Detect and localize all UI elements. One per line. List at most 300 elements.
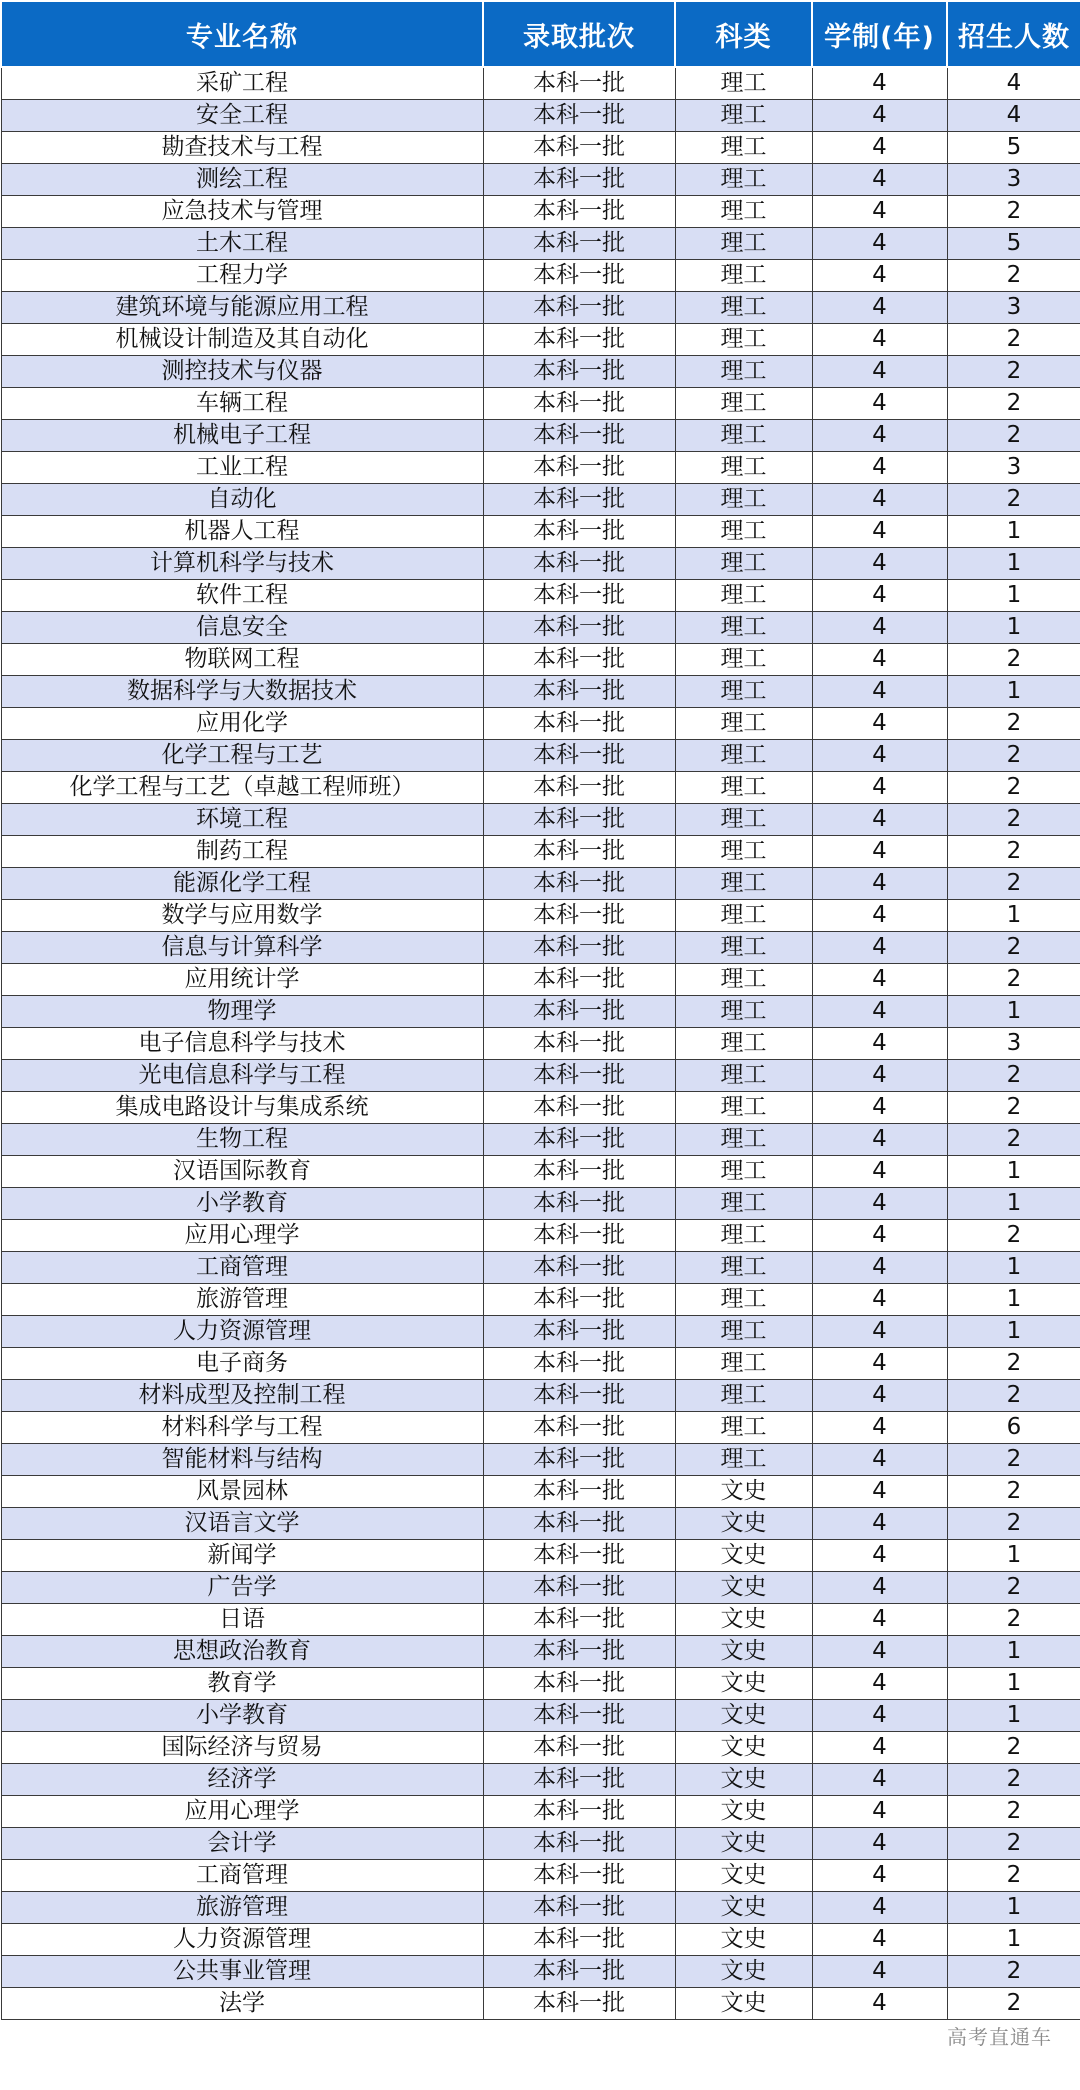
cell-duration-years: 4 — [812, 804, 947, 836]
cell-major-name: 材料科学与工程 — [1, 1412, 483, 1444]
cell-admission-batch: 本科一批 — [483, 548, 675, 580]
cell-subject-category: 理工 — [675, 580, 812, 612]
table-row — [1, 1988, 1080, 2020]
cell-duration-years: 4 — [812, 1668, 947, 1700]
cell-subject-category: 理工 — [675, 1252, 812, 1284]
cell-duration-years: 4 — [812, 1956, 947, 1988]
cell-subject-category: 理工 — [675, 676, 812, 708]
table-row — [1, 516, 1080, 548]
cell-duration-years: 4 — [812, 1508, 947, 1540]
cell-subject-category: 理工 — [675, 388, 812, 420]
cell-major-name: 光电信息科学与工程 — [1, 1060, 483, 1092]
table-row — [1, 1508, 1080, 1540]
table-row — [1, 228, 1080, 260]
cell-enrollment-count: 2 — [947, 1796, 1080, 1828]
table-row — [1, 708, 1080, 740]
cell-duration-years: 4 — [812, 580, 947, 612]
cell-admission-batch: 本科一批 — [483, 388, 675, 420]
cell-enrollment-count: 2 — [947, 868, 1080, 900]
cell-admission-batch: 本科一批 — [483, 1508, 675, 1540]
cell-admission-batch: 本科一批 — [483, 1348, 675, 1380]
table-row — [1, 964, 1080, 996]
cell-major-name: 新闻学 — [1, 1540, 483, 1572]
cell-admission-batch: 本科一批 — [483, 1124, 675, 1156]
cell-enrollment-count: 1 — [947, 900, 1080, 932]
cell-enrollment-count: 2 — [947, 324, 1080, 356]
cell-subject-category: 理工 — [675, 1412, 812, 1444]
cell-duration-years: 4 — [812, 1092, 947, 1124]
table-row — [1, 484, 1080, 516]
table-row — [1, 164, 1080, 196]
cell-subject-category: 文史 — [675, 1892, 812, 1924]
cell-duration-years: 4 — [812, 1220, 947, 1252]
cell-subject-category: 理工 — [675, 1188, 812, 1220]
table-row — [1, 1028, 1080, 1060]
cell-enrollment-count: 1 — [947, 1668, 1080, 1700]
cell-duration-years: 4 — [812, 1028, 947, 1060]
table-row — [1, 1700, 1080, 1732]
cell-major-name: 数学与应用数学 — [1, 900, 483, 932]
cell-duration-years: 4 — [812, 1252, 947, 1284]
table-row — [1, 1188, 1080, 1220]
cell-admission-batch: 本科一批 — [483, 1316, 675, 1348]
cell-subject-category: 理工 — [675, 804, 812, 836]
cell-admission-batch: 本科一批 — [483, 868, 675, 900]
cell-duration-years: 4 — [812, 1156, 947, 1188]
table-row — [1, 1668, 1080, 1700]
cell-subject-category: 理工 — [675, 836, 812, 868]
cell-enrollment-count: 2 — [947, 1860, 1080, 1892]
cell-subject-category: 理工 — [675, 1092, 812, 1124]
cell-subject-category: 文史 — [675, 1604, 812, 1636]
cell-major-name: 数据科学与大数据技术 — [1, 676, 483, 708]
cell-subject-category: 理工 — [675, 1316, 812, 1348]
cell-duration-years: 4 — [812, 1188, 947, 1220]
cell-enrollment-count: 3 — [947, 452, 1080, 484]
cell-admission-batch: 本科一批 — [483, 1668, 675, 1700]
cell-duration-years: 4 — [812, 484, 947, 516]
table-row — [1, 260, 1080, 292]
cell-enrollment-count: 1 — [947, 1636, 1080, 1668]
cell-enrollment-count: 1 — [947, 1252, 1080, 1284]
cell-major-name: 制药工程 — [1, 836, 483, 868]
cell-subject-category: 理工 — [675, 292, 812, 324]
cell-admission-batch: 本科一批 — [483, 1028, 675, 1060]
cell-major-name: 国际经济与贸易 — [1, 1732, 483, 1764]
cell-major-name: 人力资源管理 — [1, 1316, 483, 1348]
table-row — [1, 1572, 1080, 1604]
cell-enrollment-count: 1 — [947, 1156, 1080, 1188]
cell-major-name: 广告学 — [1, 1572, 483, 1604]
cell-enrollment-count: 2 — [947, 420, 1080, 452]
cell-major-name: 风景园林 — [1, 1476, 483, 1508]
cell-duration-years: 4 — [812, 1380, 947, 1412]
cell-major-name: 计算机科学与技术 — [1, 548, 483, 580]
cell-duration-years: 4 — [812, 612, 947, 644]
table-row — [1, 1540, 1080, 1572]
cell-major-name: 应用化学 — [1, 708, 483, 740]
table-row — [1, 1764, 1080, 1796]
table-row — [1, 612, 1080, 644]
table-row — [1, 1860, 1080, 1892]
table-row — [1, 67, 1080, 100]
cell-admission-batch: 本科一批 — [483, 804, 675, 836]
cell-duration-years: 4 — [812, 1348, 947, 1380]
table-row — [1, 1380, 1080, 1412]
cell-duration-years: 4 — [812, 260, 947, 292]
cell-duration-years: 4 — [812, 196, 947, 228]
table-row — [1, 1636, 1080, 1668]
cell-major-name: 法学 — [1, 1988, 483, 2020]
table-row — [1, 1252, 1080, 1284]
cell-enrollment-count: 5 — [947, 228, 1080, 260]
cell-duration-years: 4 — [812, 996, 947, 1028]
cell-major-name: 土木工程 — [1, 228, 483, 260]
cell-major-name: 环境工程 — [1, 804, 483, 836]
cell-major-name: 物联网工程 — [1, 644, 483, 676]
cell-major-name: 自动化 — [1, 484, 483, 516]
cell-major-name: 信息安全 — [1, 612, 483, 644]
cell-major-name: 应用心理学 — [1, 1220, 483, 1252]
cell-duration-years: 4 — [812, 1060, 947, 1092]
cell-enrollment-count: 1 — [947, 1316, 1080, 1348]
cell-enrollment-count: 3 — [947, 164, 1080, 196]
cell-major-name: 经济学 — [1, 1764, 483, 1796]
cell-duration-years: 4 — [812, 836, 947, 868]
table-row — [1, 676, 1080, 708]
table-row — [1, 292, 1080, 324]
table-row — [1, 1604, 1080, 1636]
cell-enrollment-count: 1 — [947, 580, 1080, 612]
cell-subject-category: 理工 — [675, 996, 812, 1028]
table-row — [1, 1316, 1080, 1348]
cell-admission-batch: 本科一批 — [483, 964, 675, 996]
table-row — [1, 772, 1080, 804]
cell-major-name: 集成电路设计与集成系统 — [1, 1092, 483, 1124]
cell-subject-category: 理工 — [675, 1220, 812, 1252]
cell-enrollment-count: 2 — [947, 356, 1080, 388]
cell-enrollment-count: 2 — [947, 1572, 1080, 1604]
cell-enrollment-count: 1 — [947, 548, 1080, 580]
cell-major-name: 应用心理学 — [1, 1796, 483, 1828]
cell-major-name: 物理学 — [1, 996, 483, 1028]
cell-subject-category: 理工 — [675, 516, 812, 548]
cell-major-name: 工程力学 — [1, 260, 483, 292]
table-row — [1, 324, 1080, 356]
cell-admission-batch: 本科一批 — [483, 420, 675, 452]
cell-admission-batch: 本科一批 — [483, 1188, 675, 1220]
cell-duration-years: 4 — [812, 740, 947, 772]
cell-subject-category: 理工 — [675, 1060, 812, 1092]
cell-subject-category: 理工 — [675, 1444, 812, 1476]
cell-duration-years: 4 — [812, 132, 947, 164]
header-subject-category: 科类 — [675, 1, 812, 67]
cell-subject-category: 文史 — [675, 1540, 812, 1572]
table-row — [1, 996, 1080, 1028]
cell-admission-batch: 本科一批 — [483, 1956, 675, 1988]
cell-admission-batch: 本科一批 — [483, 260, 675, 292]
cell-major-name: 人力资源管理 — [1, 1924, 483, 1956]
table-row — [1, 1444, 1080, 1476]
cell-major-name: 会计学 — [1, 1828, 483, 1860]
cell-admission-batch: 本科一批 — [483, 1700, 675, 1732]
cell-major-name: 机械电子工程 — [1, 420, 483, 452]
cell-subject-category: 理工 — [675, 324, 812, 356]
cell-enrollment-count: 6 — [947, 1412, 1080, 1444]
cell-duration-years: 4 — [812, 868, 947, 900]
cell-subject-category: 理工 — [675, 100, 812, 132]
cell-duration-years: 4 — [812, 516, 947, 548]
cell-subject-category: 文史 — [675, 1988, 812, 2020]
cell-major-name: 思想政治教育 — [1, 1636, 483, 1668]
cell-subject-category: 理工 — [675, 1124, 812, 1156]
cell-duration-years: 4 — [812, 452, 947, 484]
cell-subject-category: 理工 — [675, 260, 812, 292]
cell-major-name: 汉语言文学 — [1, 1508, 483, 1540]
cell-major-name: 工业工程 — [1, 452, 483, 484]
cell-duration-years: 4 — [812, 292, 947, 324]
cell-enrollment-count: 2 — [947, 1220, 1080, 1252]
cell-major-name: 信息与计算科学 — [1, 932, 483, 964]
table-row — [1, 1156, 1080, 1188]
cell-admission-batch: 本科一批 — [483, 1412, 675, 1444]
cell-admission-batch: 本科一批 — [483, 1764, 675, 1796]
cell-admission-batch: 本科一批 — [483, 484, 675, 516]
cell-admission-batch: 本科一批 — [483, 1092, 675, 1124]
cell-admission-batch: 本科一批 — [483, 900, 675, 932]
cell-duration-years: 4 — [812, 772, 947, 804]
cell-enrollment-count: 2 — [947, 1476, 1080, 1508]
cell-major-name: 勘查技术与工程 — [1, 132, 483, 164]
cell-admission-batch: 本科一批 — [483, 676, 675, 708]
cell-admission-batch: 本科一批 — [483, 1284, 675, 1316]
cell-admission-batch: 本科一批 — [483, 1380, 675, 1412]
cell-subject-category: 理工 — [675, 644, 812, 676]
cell-subject-category: 文史 — [675, 1860, 812, 1892]
cell-admission-batch: 本科一批 — [483, 1156, 675, 1188]
cell-duration-years: 4 — [812, 708, 947, 740]
cell-admission-batch: 本科一批 — [483, 1220, 675, 1252]
cell-enrollment-count: 2 — [947, 1380, 1080, 1412]
header-enrollment-count: 招生人数 — [947, 1, 1080, 67]
cell-subject-category: 理工 — [675, 708, 812, 740]
table-row — [1, 804, 1080, 836]
cell-admission-batch: 本科一批 — [483, 644, 675, 676]
cell-enrollment-count: 4 — [947, 100, 1080, 132]
cell-enrollment-count: 2 — [947, 804, 1080, 836]
table-row — [1, 132, 1080, 164]
cell-admission-batch: 本科一批 — [483, 1252, 675, 1284]
cell-duration-years: 4 — [812, 1828, 947, 1860]
watermark-text: 高考直通车 — [947, 2025, 1052, 2049]
cell-subject-category: 理工 — [675, 964, 812, 996]
cell-enrollment-count: 2 — [947, 196, 1080, 228]
cell-major-name: 能源化学工程 — [1, 868, 483, 900]
cell-enrollment-count: 2 — [947, 388, 1080, 420]
table-row — [1, 1924, 1080, 1956]
cell-enrollment-count: 2 — [947, 836, 1080, 868]
table-row — [1, 420, 1080, 452]
cell-enrollment-count: 2 — [947, 964, 1080, 996]
cell-enrollment-count: 1 — [947, 1700, 1080, 1732]
cell-duration-years: 4 — [812, 1988, 947, 2020]
cell-enrollment-count: 1 — [947, 1188, 1080, 1220]
table-row — [1, 388, 1080, 420]
cell-major-name: 旅游管理 — [1, 1892, 483, 1924]
header-admission-batch: 录取批次 — [483, 1, 675, 67]
cell-admission-batch: 本科一批 — [483, 580, 675, 612]
cell-subject-category: 理工 — [675, 868, 812, 900]
cell-enrollment-count: 2 — [947, 260, 1080, 292]
cell-enrollment-count: 2 — [947, 1764, 1080, 1796]
table-row — [1, 100, 1080, 132]
table-row — [1, 452, 1080, 484]
cell-enrollment-count: 2 — [947, 1604, 1080, 1636]
cell-major-name: 机械设计制造及其自动化 — [1, 324, 483, 356]
cell-enrollment-count: 2 — [947, 708, 1080, 740]
cell-duration-years: 4 — [812, 324, 947, 356]
cell-subject-category: 理工 — [675, 612, 812, 644]
cell-major-name: 安全工程 — [1, 100, 483, 132]
cell-admission-batch: 本科一批 — [483, 324, 675, 356]
cell-admission-batch: 本科一批 — [483, 1860, 675, 1892]
cell-subject-category: 文史 — [675, 1796, 812, 1828]
cell-enrollment-count: 2 — [947, 1348, 1080, 1380]
cell-subject-category: 理工 — [675, 1348, 812, 1380]
cell-duration-years: 4 — [812, 1732, 947, 1764]
table-row — [1, 548, 1080, 580]
cell-enrollment-count: 2 — [947, 932, 1080, 964]
cell-admission-batch: 本科一批 — [483, 196, 675, 228]
cell-major-name: 教育学 — [1, 1668, 483, 1700]
cell-enrollment-count: 2 — [947, 1508, 1080, 1540]
cell-duration-years: 4 — [812, 67, 947, 100]
cell-subject-category: 文史 — [675, 1508, 812, 1540]
cell-subject-category: 理工 — [675, 1028, 812, 1060]
table-row — [1, 836, 1080, 868]
cell-admission-batch: 本科一批 — [483, 1828, 675, 1860]
cell-duration-years: 4 — [812, 1860, 947, 1892]
cell-enrollment-count: 2 — [947, 1732, 1080, 1764]
header-duration-years: 学制(年) — [812, 1, 947, 67]
cell-duration-years: 4 — [812, 900, 947, 932]
table-row — [1, 580, 1080, 612]
cell-enrollment-count: 1 — [947, 996, 1080, 1028]
cell-enrollment-count: 1 — [947, 612, 1080, 644]
cell-major-name: 车辆工程 — [1, 388, 483, 420]
cell-subject-category: 文史 — [675, 1636, 812, 1668]
cell-subject-category: 理工 — [675, 900, 812, 932]
table-row — [1, 644, 1080, 676]
cell-enrollment-count: 2 — [947, 740, 1080, 772]
cell-major-name: 日语 — [1, 1604, 483, 1636]
cell-subject-category: 理工 — [675, 132, 812, 164]
cell-subject-category: 文史 — [675, 1700, 812, 1732]
table-row — [1, 196, 1080, 228]
cell-enrollment-count: 2 — [947, 1124, 1080, 1156]
cell-major-name: 电子商务 — [1, 1348, 483, 1380]
cell-duration-years: 4 — [812, 164, 947, 196]
cell-subject-category: 文史 — [675, 1764, 812, 1796]
cell-subject-category: 理工 — [675, 1380, 812, 1412]
table-row — [1, 1956, 1080, 1988]
cell-duration-years: 4 — [812, 1540, 947, 1572]
cell-admission-batch: 本科一批 — [483, 1988, 675, 2020]
cell-admission-batch: 本科一批 — [483, 836, 675, 868]
cell-enrollment-count: 1 — [947, 1284, 1080, 1316]
cell-duration-years: 4 — [812, 1604, 947, 1636]
cell-duration-years: 4 — [812, 1124, 947, 1156]
cell-major-name: 应急技术与管理 — [1, 196, 483, 228]
cell-enrollment-count: 3 — [947, 292, 1080, 324]
cell-duration-years: 4 — [812, 644, 947, 676]
cell-subject-category: 文史 — [675, 1572, 812, 1604]
cell-admission-batch: 本科一批 — [483, 1796, 675, 1828]
cell-subject-category: 理工 — [675, 420, 812, 452]
cell-duration-years: 4 — [812, 676, 947, 708]
cell-enrollment-count: 2 — [947, 1988, 1080, 2020]
table-row — [1, 1828, 1080, 1860]
cell-enrollment-count: 2 — [947, 1828, 1080, 1860]
table-row — [1, 932, 1080, 964]
cell-admission-batch: 本科一批 — [483, 1540, 675, 1572]
cell-major-name: 工商管理 — [1, 1860, 483, 1892]
cell-major-name: 生物工程 — [1, 1124, 483, 1156]
cell-duration-years: 4 — [812, 1572, 947, 1604]
cell-duration-years: 4 — [812, 420, 947, 452]
cell-enrollment-count: 1 — [947, 1540, 1080, 1572]
table-row — [1, 356, 1080, 388]
table-row — [1, 1124, 1080, 1156]
cell-subject-category: 文史 — [675, 1476, 812, 1508]
cell-subject-category: 理工 — [675, 548, 812, 580]
cell-admission-batch: 本科一批 — [483, 452, 675, 484]
table-row — [1, 868, 1080, 900]
cell-enrollment-count: 3 — [947, 1028, 1080, 1060]
cell-admission-batch: 本科一批 — [483, 1732, 675, 1764]
cell-duration-years: 4 — [812, 1636, 947, 1668]
cell-major-name: 公共事业管理 — [1, 1956, 483, 1988]
cell-subject-category: 文史 — [675, 1956, 812, 1988]
cell-enrollment-count: 2 — [947, 484, 1080, 516]
cell-duration-years: 4 — [812, 1764, 947, 1796]
cell-duration-years: 4 — [812, 1924, 947, 1956]
cell-duration-years: 4 — [812, 1412, 947, 1444]
cell-major-name: 采矿工程 — [1, 67, 483, 100]
cell-admission-batch: 本科一批 — [483, 132, 675, 164]
table-row — [1, 740, 1080, 772]
cell-major-name: 建筑环境与能源应用工程 — [1, 292, 483, 324]
cell-enrollment-count: 1 — [947, 676, 1080, 708]
cell-admission-batch: 本科一批 — [483, 164, 675, 196]
cell-subject-category: 理工 — [675, 196, 812, 228]
cell-admission-batch: 本科一批 — [483, 1636, 675, 1668]
table-row — [1, 1796, 1080, 1828]
table-row — [1, 1732, 1080, 1764]
cell-enrollment-count: 5 — [947, 132, 1080, 164]
cell-major-name: 智能材料与结构 — [1, 1444, 483, 1476]
cell-admission-batch: 本科一批 — [483, 1444, 675, 1476]
cell-enrollment-count: 2 — [947, 1092, 1080, 1124]
cell-subject-category: 文史 — [675, 1668, 812, 1700]
cell-duration-years: 4 — [812, 1316, 947, 1348]
cell-subject-category: 文史 — [675, 1828, 812, 1860]
cell-admission-batch: 本科一批 — [483, 1604, 675, 1636]
cell-major-name: 工商管理 — [1, 1252, 483, 1284]
cell-major-name: 旅游管理 — [1, 1284, 483, 1316]
cell-admission-batch: 本科一批 — [483, 612, 675, 644]
cell-admission-batch: 本科一批 — [483, 1476, 675, 1508]
